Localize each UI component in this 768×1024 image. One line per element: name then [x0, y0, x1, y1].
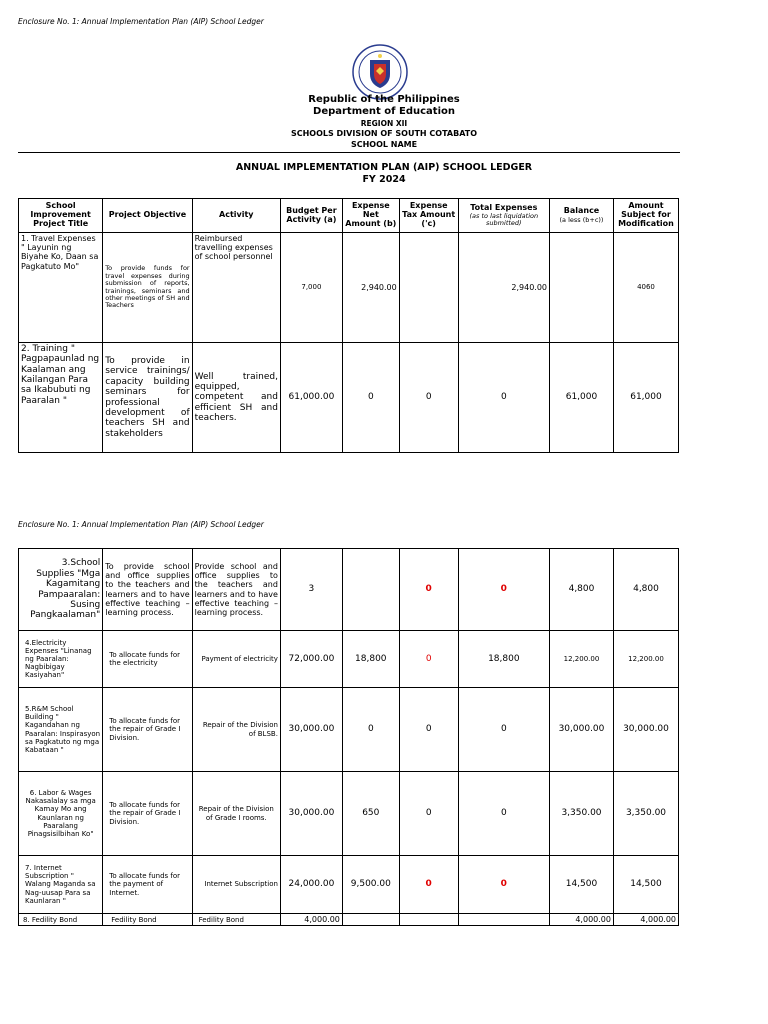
table-header-row	[19, 199, 679, 233]
fiscal-year: FY 2024	[362, 174, 406, 185]
row-modification: 4,000.00	[613, 914, 678, 926]
row-balance: 14,500	[550, 856, 614, 914]
row-total: 0	[458, 343, 549, 453]
row-tax: 0	[399, 343, 458, 453]
row-modification: 30,000.00	[613, 688, 678, 772]
row-balance: 4,000.00	[550, 914, 614, 926]
row-balance: 12,200.00	[550, 631, 614, 688]
row-activity: Well trained, equipped, competent and efficient SH and teachers.	[192, 343, 280, 453]
row-total: 2,940.00	[458, 233, 549, 343]
division-line: SCHOOLS DIVISION OF SOUTH COTABATO	[290, 129, 478, 138]
row-objective: To allocate funds for the payment of Internet.	[103, 856, 192, 914]
enclosure-label-2: Enclosure No. 1: Annual Implementation Plan (AIP) School Ledger	[18, 520, 264, 529]
row-tax: 0	[399, 856, 458, 914]
row-net: 0	[342, 343, 399, 453]
table-row	[19, 772, 679, 856]
row-tax: 0	[399, 772, 458, 856]
row-modification: 3,350.00	[613, 772, 678, 856]
row-net: 2,940.00	[342, 233, 399, 343]
row-net: 18,800	[342, 631, 399, 688]
row-total: 0	[458, 772, 549, 856]
header-divider	[18, 152, 680, 153]
row-title: 3.School Supplies "Mga Kagamitang Pampaaralan: Susing Pangkaalaman"	[19, 549, 103, 631]
row-tax: 0	[399, 631, 458, 688]
ledger-table-1	[18, 198, 679, 453]
row-objective: Fedility Bond	[103, 914, 192, 926]
row-modification: 4060	[613, 233, 678, 343]
row-balance	[550, 233, 614, 343]
row-net: 9,500.00	[342, 856, 399, 914]
row-budget: 3	[280, 549, 342, 631]
row-total: 0	[458, 688, 549, 772]
col-balance-sub: (a less (b+c))	[559, 215, 604, 224]
row-budget: 61,000.00	[280, 343, 342, 453]
table-row	[19, 233, 679, 343]
row-title: 5.R&M School Building " Kagandahan ng Paaralan: Inspirasyon sa Pagkatuto ng mga Kabataan "	[19, 688, 103, 772]
row-budget: 72,000.00	[280, 631, 342, 688]
row-activity: Internet Subscription	[192, 856, 280, 914]
ledger-title: ANNUAL IMPLEMENTATION PLAN (AIP) SCHOOL LEDGER	[235, 162, 533, 173]
ledger-table-2	[18, 548, 679, 926]
row-budget: 30,000.00	[280, 772, 342, 856]
row-budget: 24,000.00	[280, 856, 342, 914]
col-balance	[550, 199, 614, 233]
row-budget: 7,000	[280, 233, 342, 343]
row-activity: Repair of the Division of BLSB.	[192, 688, 280, 772]
row-balance: 4,800	[550, 549, 614, 631]
row-net: 650	[342, 772, 399, 856]
col-modification: Amount Subject for Modification	[613, 199, 678, 233]
row-title: 8. Fedility Bond	[19, 914, 103, 926]
table-row	[19, 856, 679, 914]
row-title: 2. Training " Pagpapaunlad ng Kaalaman ang Kailangan Para sa Ikabubuti ng Paaralan "	[19, 343, 103, 453]
row-budget: 4,000.00	[280, 914, 342, 926]
row-objective: To provide school and office supplies to the teachers and learners and to have effective teaching – learning process.	[103, 549, 192, 631]
row-objective: To provide funds for travel expenses during submission of reports, trainings, seminars and other meetings of SH and Teachers	[103, 233, 192, 343]
col-balance-label: Balance	[563, 205, 600, 215]
school-name-line: SCHOOL NAME	[350, 140, 418, 149]
table-row	[19, 343, 679, 453]
row-title: 1. Travel Expenses " Layunin ng Biyahe Ko, Daan sa Pagkatuto Mo"	[19, 233, 103, 343]
row-tax	[399, 914, 458, 926]
region-line: REGION XII	[360, 119, 408, 128]
col-total-expenses	[458, 199, 549, 233]
col-tax-amount: Expense Tax Amount ('c)	[399, 199, 458, 233]
row-balance: 61,000	[550, 343, 614, 453]
row-balance: 3,350.00	[550, 772, 614, 856]
row-modification: 61,000	[613, 343, 678, 453]
row-title: 7. Internet Subscription " Walang Maganda sa Nag-uusap Para sa Kaunlaran "	[19, 856, 103, 914]
row-tax	[399, 233, 458, 343]
row-activity: Provide school and office supplies to the teachers and learners and to have effective teaching – learning process.	[192, 549, 280, 631]
row-title: 4.Electricity Expenses "Linanag ng Paaralan: Nagbibigay Kasiyahan"	[19, 631, 103, 688]
table-row	[19, 631, 679, 688]
col-total-label: Total Expenses	[470, 202, 538, 212]
row-title: 6. Labor & Wages Nakasalalay sa mga Kamay Mo ang Kaunlaran ng Paaralang Pinagsisilbihan Ko"	[19, 772, 103, 856]
row-objective: To provide in service trainings/ capacity building seminars for professional development of teachers SH and stakeholders	[103, 343, 192, 453]
table-row	[19, 688, 679, 772]
row-activity: Reimbursed travelling expenses of school personnel	[192, 233, 280, 343]
row-modification: 12,200.00	[613, 631, 678, 688]
row-net	[342, 549, 399, 631]
col-total-sub: (as to last liquidation submitted)	[469, 211, 539, 227]
row-budget: 30,000.00	[280, 688, 342, 772]
row-objective: To allocate funds for the repair of Grade I Division.	[103, 772, 192, 856]
row-net	[342, 914, 399, 926]
col-objective: Project Objective	[103, 199, 192, 233]
row-modification: 4,800	[613, 549, 678, 631]
republic-line: Republic of the Philippines	[308, 94, 460, 105]
col-budget: Budget Per Activity (a)	[280, 199, 342, 233]
col-sip-title: School Improvement Project Title	[19, 199, 103, 233]
row-balance: 30,000.00	[550, 688, 614, 772]
row-modification: 14,500	[613, 856, 678, 914]
row-objective: To allocate funds for the electricity	[103, 631, 192, 688]
row-total: 0	[458, 549, 549, 631]
deped-seal-icon	[352, 44, 408, 100]
row-tax: 0	[399, 688, 458, 772]
row-activity: Payment of electricity	[192, 631, 280, 688]
department-line: Department of Education	[313, 106, 455, 117]
col-activity: Activity	[192, 199, 280, 233]
col-net-amount: Expense Net Amount (b)	[342, 199, 399, 233]
row-objective: To allocate funds for the repair of Grade I Division.	[103, 688, 192, 772]
row-tax: 0	[399, 549, 458, 631]
row-activity: Repair of the Division of Grade I rooms.	[192, 772, 280, 856]
row-total: 0	[458, 856, 549, 914]
row-net: 0	[342, 688, 399, 772]
row-total	[458, 914, 549, 926]
row-total: 18,800	[458, 631, 549, 688]
table-row	[19, 914, 679, 926]
enclosure-label: Enclosure No. 1: Annual Implementation Plan (AIP) School Ledger	[18, 17, 264, 26]
row-activity: Fedility Bond	[192, 914, 280, 926]
table-row	[19, 549, 679, 631]
